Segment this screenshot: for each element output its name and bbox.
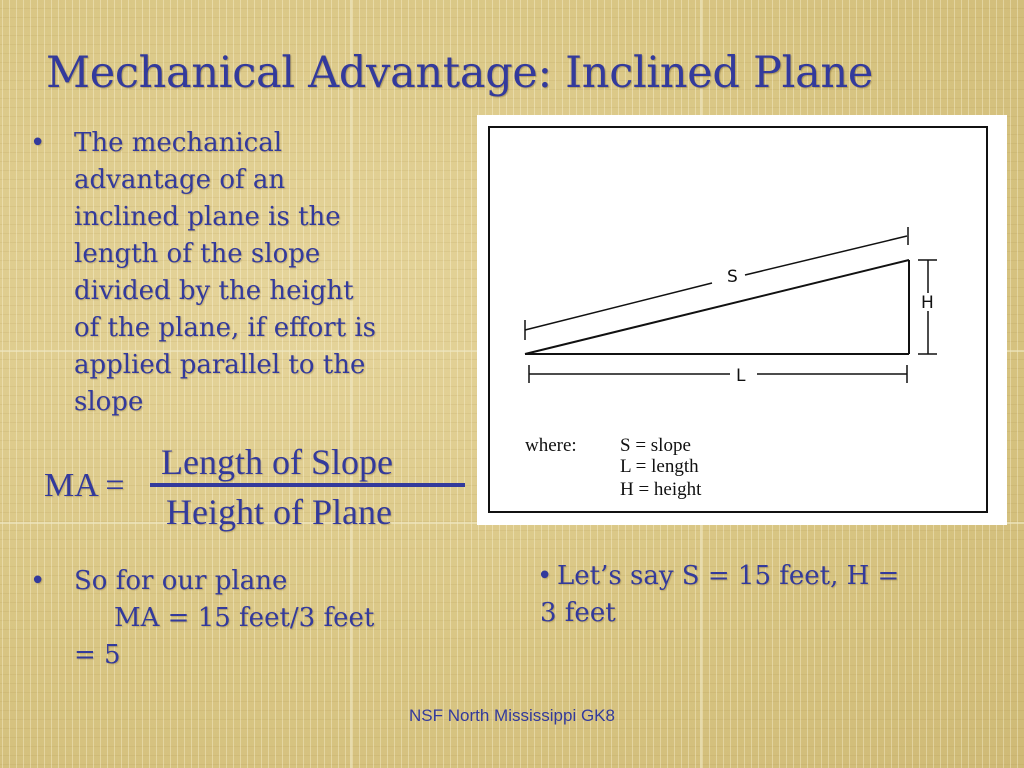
definition-text [74,125,474,421]
height-label: H [921,293,934,313]
definition-line: divided by the height [74,276,354,306]
assumption-line: Let’s say S = 15 feet, H = [557,561,900,591]
calculation-text [74,563,454,674]
slope-dimension-right [745,236,907,275]
definition-line: applied parallel to the [74,350,366,380]
inclined-plane-svg [477,115,1007,525]
definition-line: length of the slope [74,239,321,269]
bullet-mark: • [30,128,46,158]
definition-line: slope [74,387,144,417]
slope-dimension-left [525,283,712,330]
assumption-line: 3 feet [540,598,616,628]
definition-line: The mechanical [74,128,283,158]
bullet-mark: • [30,566,46,596]
calculation-line: = 5 [74,640,121,670]
legend-entry: L = length [620,456,699,477]
formula-numerator: Length of Slope [161,442,393,482]
definition-line: inclined plane is the [74,202,341,232]
formula-lhs: MA = [44,467,125,504]
length-label: L [736,366,746,386]
assumption-text [540,558,1010,632]
definition-line: of the plane, if effort is [74,313,377,343]
slide-title: Mechanical Advantage: Inclined Plane [46,48,873,98]
slope-label: S [727,267,738,287]
fraction-bar [150,483,465,487]
legend-heading: where: [525,435,577,456]
calculation-line: So for our plane [74,566,288,596]
formula-denominator: Height of Plane [166,492,392,532]
bullet-mark: • [537,561,553,591]
slope-edge [525,260,909,354]
slide-footer: NSF North Mississippi GK8 [409,706,615,725]
definition-line: advantage of an [74,165,286,195]
inclined-plane-diagram [477,115,1007,525]
legend-entry: H = height [620,479,702,500]
legend-entry: S = slope [620,435,691,456]
calculation-line: MA = 15 feet/3 feet [114,603,375,633]
